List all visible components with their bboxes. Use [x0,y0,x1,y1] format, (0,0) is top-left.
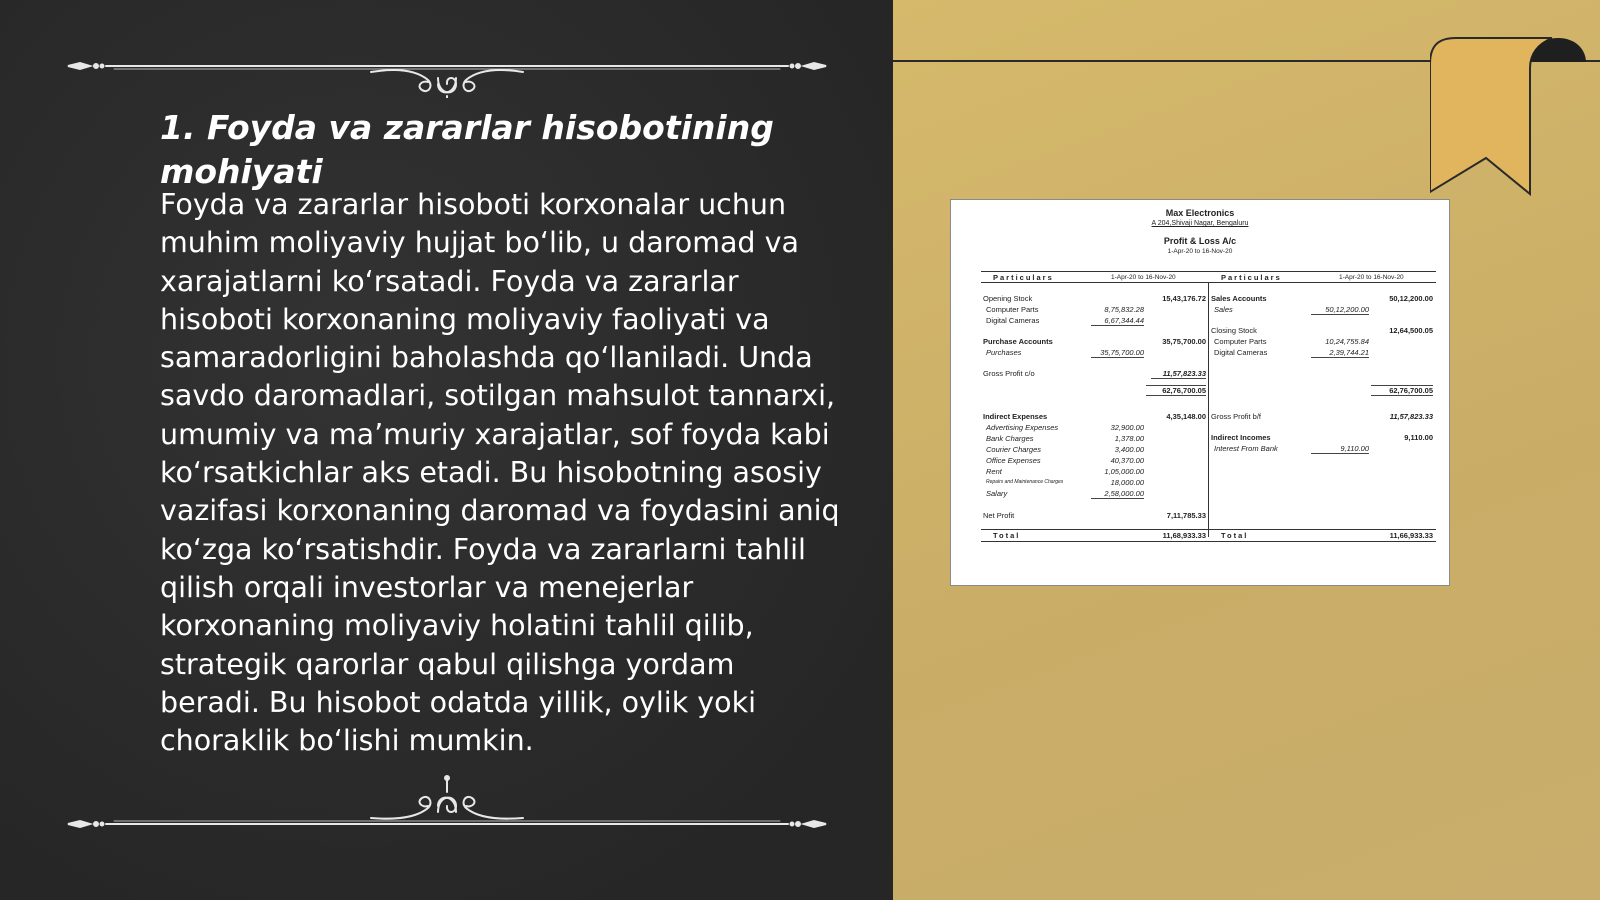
expense-label: Repairs and Maintenance Charges [986,479,1064,485]
computer-parts-label: Computer Parts [986,305,1039,314]
report-total-rule-bottom [981,541,1436,542]
net-profit-label: Net Profit [983,511,1015,520]
report-address: A 204,Shivaji Nagar, Bengaluru [1151,220,1249,227]
gross-profit-bf-value: 11,57,823.33 [1389,412,1433,421]
col-period-left: 1-Apr-20 to 16-Nov-20 [1111,274,1176,281]
expense-value: 40,370.00 [1110,456,1144,465]
sales-label: Sales [1214,305,1233,314]
closing-stock-label: Closing Stock [1211,326,1257,335]
expense-label: Courier Charges [986,445,1042,454]
slide-body-text: Foyda va zararlar hisoboti korxonalar uchun muhim moliyaviy hujjat bo‘lib, u daromad va xarajatlarni ko‘rsatadi. Foyda va zararlar hisoboti korxonaning moliyaviy faoliyati va samaradorligini baholashda qo‘llaniladi. Unda savdo daromadlari, sotilgan mahsulot tannarxi, umumiy va ma’muriy xarajatlar, sof foyda kabi ko‘rsatkichlar aks etadi. Bu hisobotning asosiy vazifasi korxonaning daromad va foydasini aniq ko‘zga ko‘rsatishdir. Foyda va zararlarni tahlil qilish orqali investorlar va menejerlar korxonaning moliyaviy holatini tahlil qilib, strategik qarorlar qabul qilishga yordam beradi. Bu hisobot odatda yillik, oylik yoki choraklik bo‘lishi mumkin. [160,188,840,758]
purchase-accounts-total: 35,75,700.00 [1162,337,1206,346]
expense-label: Bank Charges [986,434,1034,443]
expense-label: Advertising Expenses [986,423,1059,432]
bookmark-icon [1430,34,1600,204]
report-period: 1-Apr-20 to 16-Nov-20 [1167,248,1233,255]
col-particulars-left: Particulars [993,273,1054,282]
sales-accounts-total: 50,12,200.00 [1389,294,1433,303]
gross-profit-bf-label: Gross Profit b/f [1211,412,1262,421]
expense-label: Office Expenses [986,456,1041,465]
indirect-incomes-label: Indirect Incomes [1211,433,1271,442]
right-digital-cameras-value: 2,39,744.21 [1311,348,1369,358]
total-value-right: 11,66,933.33 [1389,531,1433,540]
expense-value: 1,05,000.00 [1104,467,1144,476]
expense-label: Salary [986,489,1008,498]
right-computer-parts-label: Computer Parts [1214,337,1267,346]
closing-stock-total: 12,64,500.05 [1389,326,1433,335]
right-subtotal: 62,76,700.05 [1371,385,1433,396]
report-total-rule-top [981,529,1436,530]
expense-value: 2,58,000.00 [1091,489,1144,499]
report-center-divider [1208,283,1209,537]
indirect-expenses-total: 4,35,148.00 [1166,412,1206,421]
report-company: Max Electronics [1165,208,1235,218]
digital-cameras-label: Digital Cameras [986,316,1040,325]
digital-cameras-value: 6,67,344.44 [1091,316,1144,326]
purchases-value: 35,75,700.00 [1091,348,1144,358]
net-profit-value: 7,11,785.33 [1166,511,1206,520]
expense-label: Rent [986,467,1002,476]
gross-profit-co-value: 11,57,823.33 [1151,369,1206,379]
purchases-label: Purchases [986,348,1022,357]
opening-stock-total: 15,43,176.72 [1162,294,1206,303]
expense-value: 18,000.00 [1110,478,1144,487]
opening-stock-label: Opening Stock [983,294,1033,303]
interest-value: 9,110.00 [1311,444,1369,454]
sales-value: 50,12,200.00 [1311,305,1369,315]
expense-value: 32,900.00 [1110,423,1144,432]
left-subtotal: 62,76,700.05 [1146,385,1206,396]
report-title: Profit & Loss A/c [1163,236,1237,246]
gross-profit-co-label: Gross Profit c/o [983,369,1035,378]
total-label-left: Total [993,531,1021,540]
indirect-incomes-total: 9,110.00 [1404,433,1433,442]
ornament-bottom-flourish-icon [66,768,828,828]
slide-title: 1. Foyda va zararlar hisobotining mohiyati [160,108,774,191]
right-computer-parts-value: 10,24,755.84 [1325,337,1369,346]
expense-value: 3,400.00 [1114,445,1144,454]
col-period-right: 1-Apr-20 to 16-Nov-20 [1339,274,1404,281]
total-label-right: Total [1221,531,1249,540]
purchase-accounts-label: Purchase Accounts [983,337,1053,346]
ornament-top-flourish-icon [66,38,828,98]
computer-parts-value: 8,75,832.28 [1104,305,1144,314]
col-particulars-right: Particulars [1221,273,1282,282]
sales-accounts-label: Sales Accounts [1211,294,1267,303]
profit-loss-statement-image [950,199,1450,586]
report-header-rule-top [981,271,1436,272]
interest-label: Interest From Bank [1214,444,1278,453]
right-digital-cameras-label: Digital Cameras [1214,348,1268,357]
expense-value: 1,378.00 [1114,434,1144,443]
total-value-left: 11,68,933.33 [1162,531,1206,540]
indirect-expenses-label: Indirect Expenses [983,412,1048,421]
